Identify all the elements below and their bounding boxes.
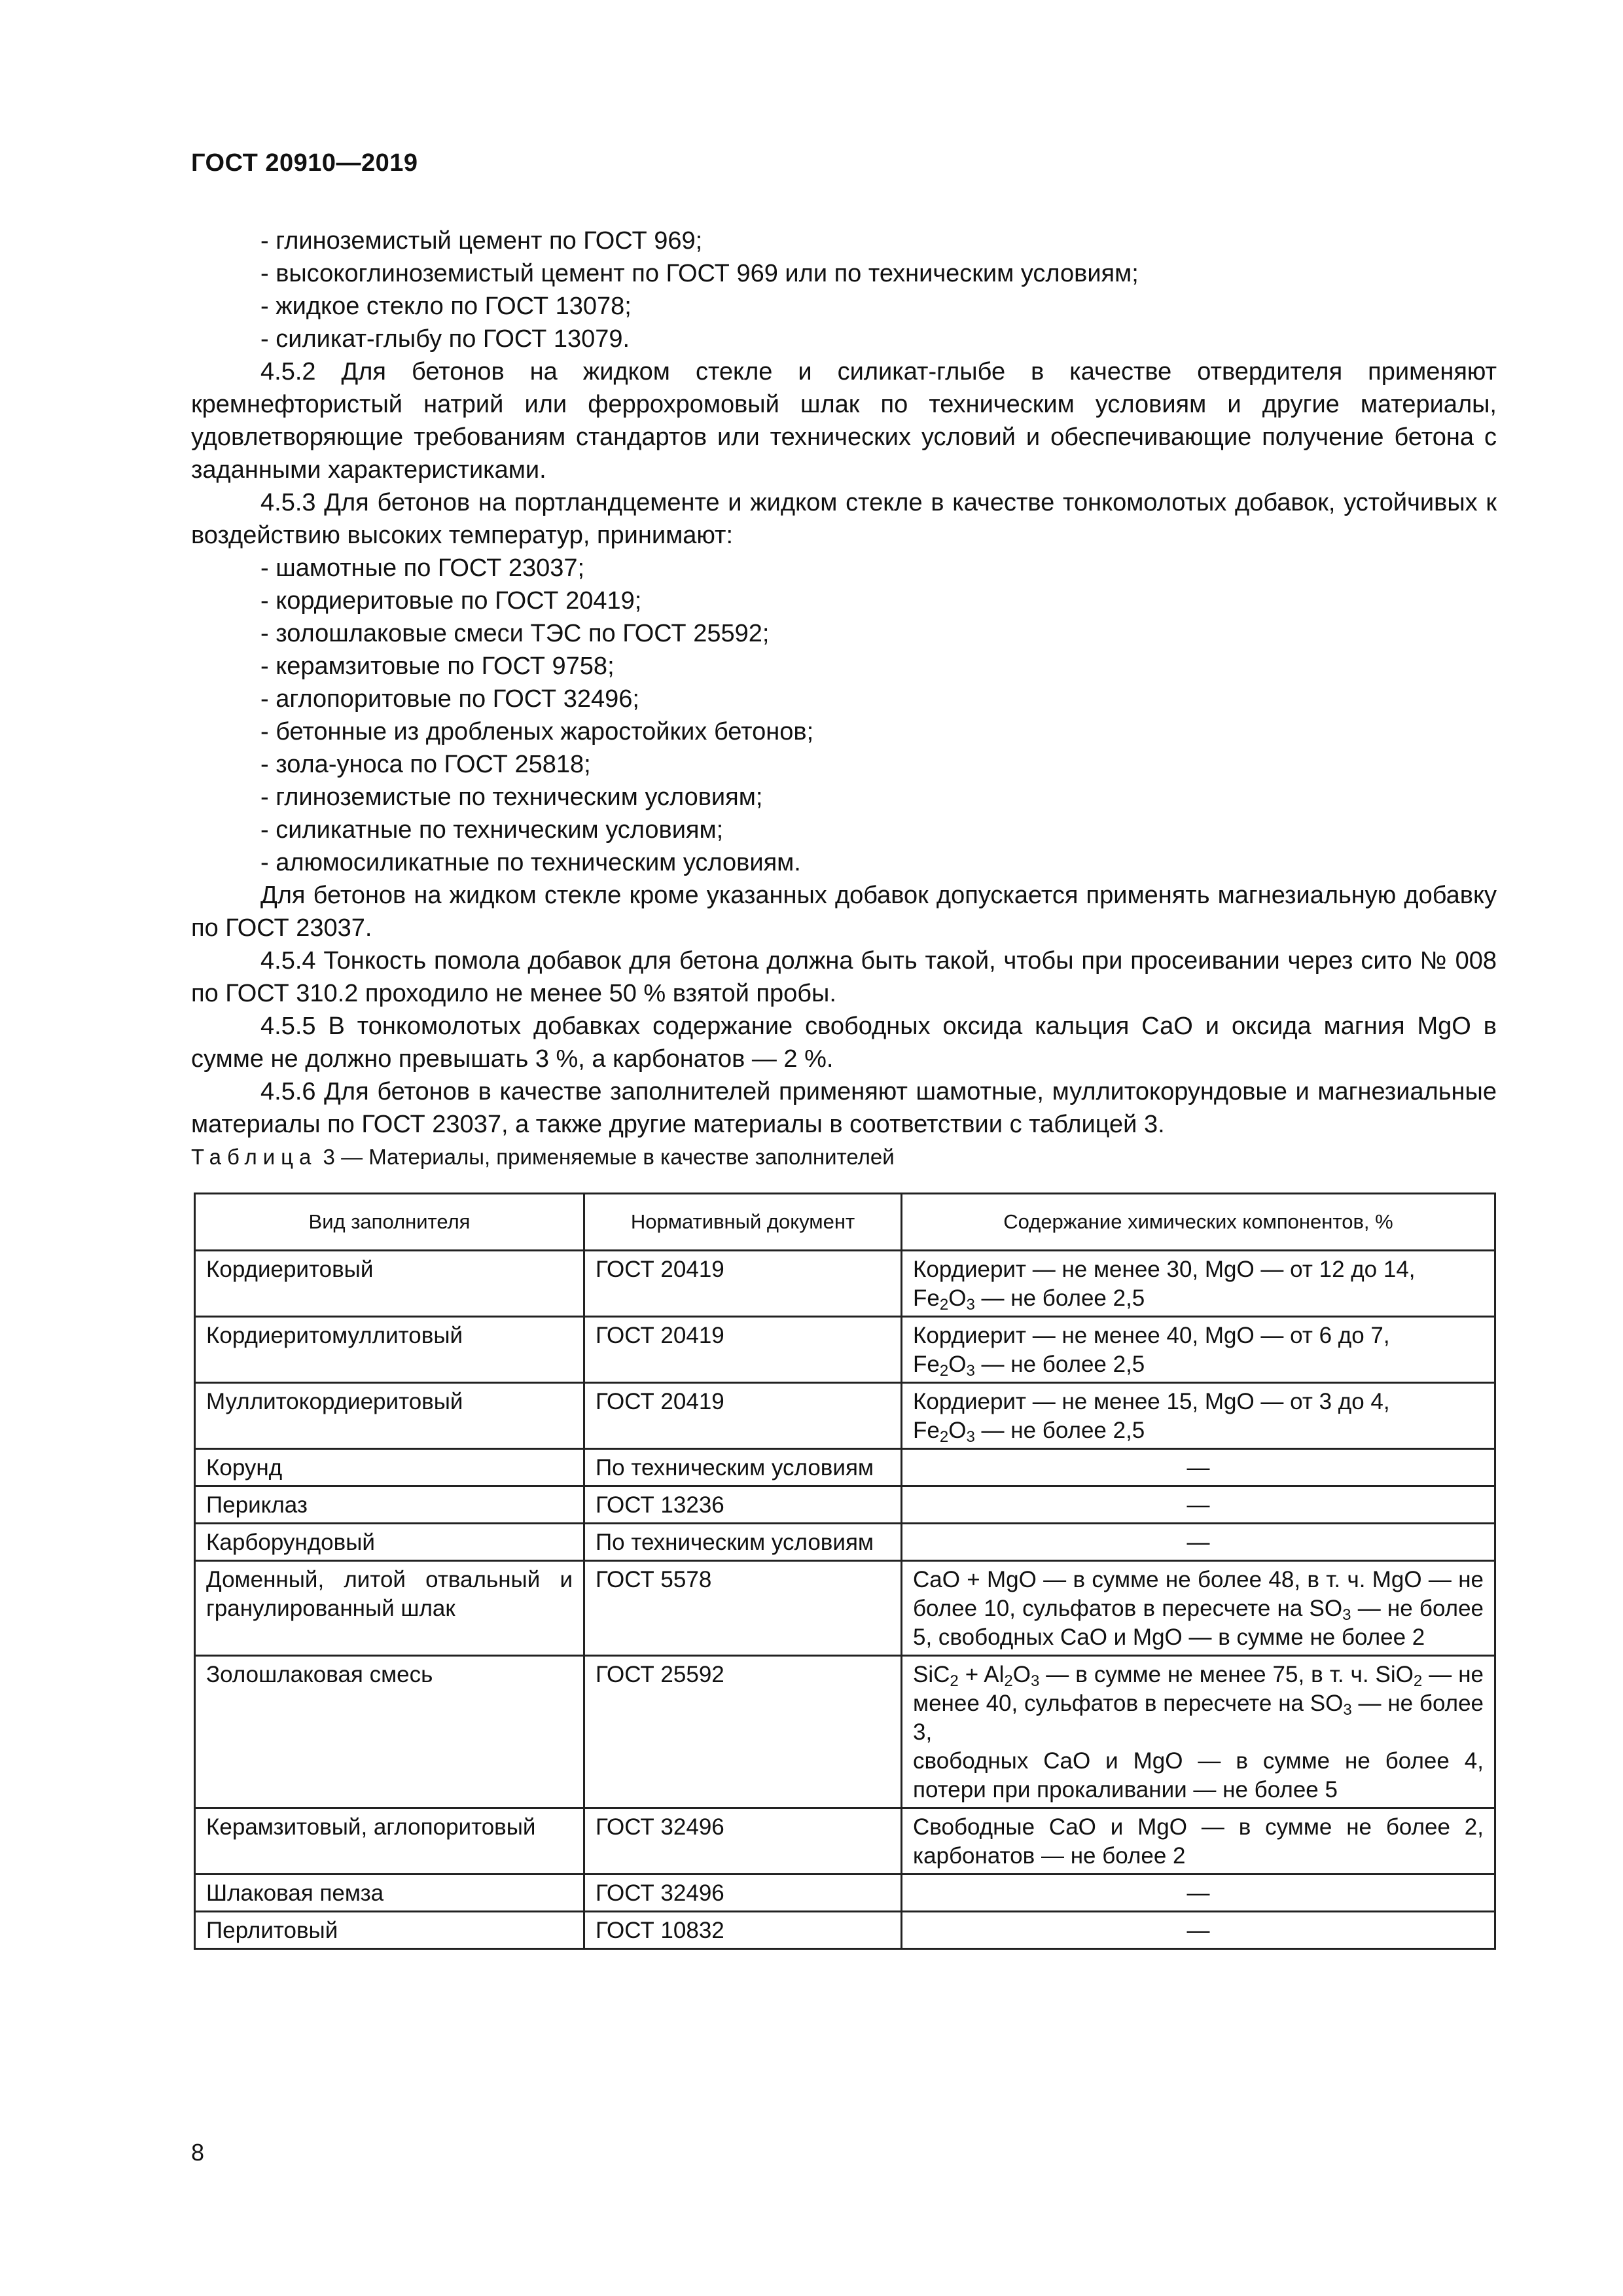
list-item: - глиноземистый цемент по ГОСТ 969;: [260, 227, 703, 255]
column-header: Нормативный документ: [584, 1194, 902, 1251]
list-item: - высокоглиноземистый цемент по ГОСТ 969 или по техническим условиям;: [260, 260, 1139, 287]
cell-type: Периклаз: [195, 1486, 584, 1524]
cell-type: Корунд: [195, 1449, 584, 1486]
table-row: [195, 1561, 1495, 1656]
table-row: [195, 1251, 1495, 1317]
cell-type: Муллитокордиеритовый: [195, 1383, 584, 1449]
table-row: [195, 1874, 1495, 1912]
cell-content: —: [902, 1912, 1495, 1949]
page-number: 8: [191, 2139, 205, 2166]
table-row: [195, 1317, 1495, 1383]
cell-doc: ГОСТ 20419: [584, 1317, 902, 1383]
paragraph-4-5-3: 4.5.3 Для бетонов на портландцементе и жидком стекле в качестве тонкомолотых добавок, устойчивых к воздействию высоких температур, принимают:: [191, 489, 1497, 549]
cell-doc: ГОСТ 32496: [584, 1874, 902, 1912]
cell-doc: ГОСТ 10832: [584, 1912, 902, 1949]
list-item: - золошлаковые смеси ТЭС по ГОСТ 25592;: [260, 620, 770, 647]
cell-content: $SiC_2 + Al_2O_3$ — в сумме не менее 75, в т. ч. SiO$_2$ — не менее 40, сульфатов в пересчете на $SO_3$ — не более 3, свободных CaO и MgO — в сумме не более 4, потери при прокаливании — не более 5: [902, 1656, 1495, 1808]
list-item: - шамотные по ГОСТ 23037;: [260, 554, 585, 582]
list-item: - аглопоритовые по ГОСТ 32496;: [260, 685, 639, 713]
document-header: ГОСТ 20910—2019: [191, 149, 418, 177]
cell-type: Шлаковая пемза: [195, 1874, 584, 1912]
table-caption: [191, 1144, 895, 1170]
table-row: [195, 1656, 1495, 1808]
table-row: [195, 1912, 1495, 1949]
cell-content: —: [902, 1486, 1495, 1524]
table-caption-text: 3 — Материалы, применяемые в качестве заполнителей: [317, 1145, 895, 1169]
cell-doc: ГОСТ 25592: [584, 1656, 902, 1808]
list-item: - зола-уноса по ГОСТ 25818;: [260, 751, 591, 778]
paragraph-additive: Для бетонов на жидком стекле кроме указанных добавок допускается применять магнезиальную добавку по ГОСТ 23037.: [191, 882, 1497, 942]
cell-content: CaO + MgO — в сумме не более 48, в т. ч. MgO — не более 10, сульфатов в пересчете на $SO_3$ — не более 5, свободных CaO и MgO — в сумме не более 2: [902, 1561, 1495, 1656]
column-header: Вид заполнителя: [195, 1194, 584, 1251]
table-row: [195, 1383, 1495, 1449]
cell-content: —: [902, 1449, 1495, 1486]
cell-content: Кордиерит — не менее 30, MgO — от 12 до 14, $Fe_2O_3$ — не более 2,5: [902, 1251, 1495, 1317]
table-row: [195, 1449, 1495, 1486]
cell-type: Доменный, литой отвальный и гранулированный шлак: [195, 1561, 584, 1656]
cell-doc: ГОСТ 13236: [584, 1486, 902, 1524]
cell-type: Кордиеритомуллитовый: [195, 1317, 584, 1383]
list-item: - глиноземистые по техническим условиям;: [260, 783, 763, 811]
cell-content: —: [902, 1524, 1495, 1561]
cell-type: Кордиеритовый: [195, 1251, 584, 1317]
list-item: - жидкое стекло по ГОСТ 13078;: [260, 293, 632, 320]
table-row: [195, 1486, 1495, 1524]
cell-doc: ГОСТ 32496: [584, 1808, 902, 1874]
cell-type: Карборундовый: [195, 1524, 584, 1561]
cell-content: Кордиерит — не менее 15, MgO — от 3 до 4, $Fe_2O_3$ — не более 2,5: [902, 1383, 1495, 1449]
cell-doc: ГОСТ 20419: [584, 1383, 902, 1449]
table-row: [195, 1808, 1495, 1874]
list-item: - алюмосиликатные по техническим условиям.: [260, 849, 801, 876]
column-header: Содержание химических компонентов, %: [902, 1194, 1495, 1251]
cell-doc: По техническим условиям: [584, 1449, 902, 1486]
list-item: - силикат-глыбу по ГОСТ 13079.: [260, 325, 630, 353]
document-body: [191, 224, 1497, 1141]
list-item: - кордиеритовые по ГОСТ 20419;: [260, 587, 642, 615]
cell-type: Керамзитовый, аглопоритовый: [195, 1808, 584, 1874]
cell-content: Кордиерит — не менее 40, MgO — от 6 до 7, $Fe_2O_3$ — не более 2,5: [902, 1317, 1495, 1383]
table-caption-label: Таблица: [191, 1145, 317, 1169]
cell-type: Золошлаковая смесь: [195, 1656, 584, 1808]
cell-type: Перлитовый: [195, 1912, 584, 1949]
materials-table: [194, 1193, 1496, 1950]
list-item: - керамзитовые по ГОСТ 9758;: [260, 653, 615, 680]
cell-content: —: [902, 1874, 1495, 1912]
paragraph-4-5-2: 4.5.2 Для бетонов на жидком стекле и силикат-глыбе в качестве отвердителя применяют кремнефтористый натрий или феррохромовый шлак по техническим условиям и другие материалы, удовлетворяющие требованиям стандартов или технических условий и обеспечивающие получение бетона с заданными характеристиками.: [191, 358, 1497, 484]
table-row: [195, 1524, 1495, 1561]
list-item: - силикатные по техническим условиям;: [260, 816, 724, 844]
table-header-row: [195, 1194, 1495, 1251]
cell-doc: По техническим условиям: [584, 1524, 902, 1561]
cell-doc: ГОСТ 20419: [584, 1251, 902, 1317]
paragraph-4-5-6: 4.5.6 Для бетонов в качестве заполнителей применяют шамотные, муллитокорундовые и магнезиальные материалы по ГОСТ 23037, а также другие материалы в соответствии с таблицей 3.: [191, 1078, 1497, 1138]
cell-doc: ГОСТ 5578: [584, 1561, 902, 1656]
cell-content: Свободные CaO и MgO — в сумме не более 2, карбонатов — не более 2: [902, 1808, 1495, 1874]
paragraph-4-5-5: 4.5.5 В тонкомолотых добавках содержание свободных оксида кальция СаО и оксида магния MgO в сумме не должно превышать 3 %, а карбонатов — 2 %.: [191, 1013, 1497, 1073]
paragraph-4-5-4: 4.5.4 Тонкость помола добавок для бетона должна быть такой, чтобы при просеивании через сито № 008 по ГОСТ 310.2 проходило не менее 50 % взятой пробы.: [191, 947, 1497, 1007]
list-item: - бетонные из дробленых жаростойких бетонов;: [260, 718, 814, 745]
